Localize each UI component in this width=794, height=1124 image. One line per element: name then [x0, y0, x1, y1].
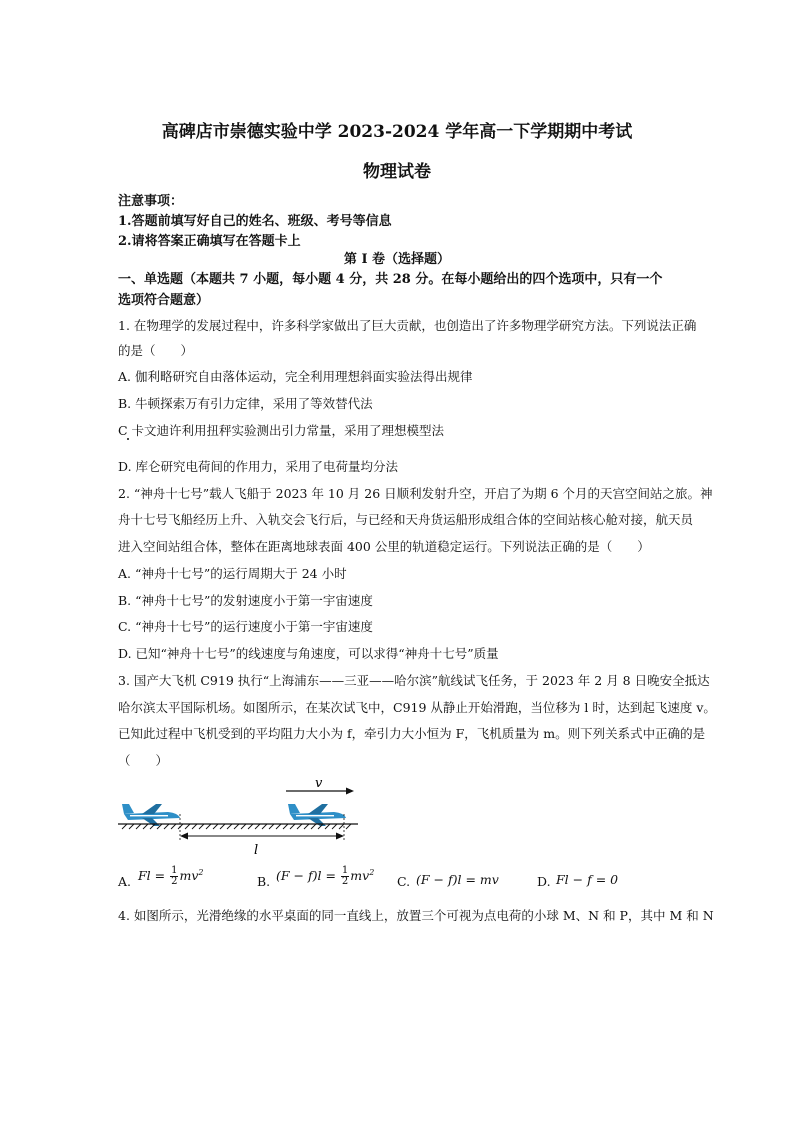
- velocity-label: v: [315, 776, 323, 791]
- q2-option-b: B. “神舟十七号”的发射速度小于第一宇宙速度: [118, 593, 373, 608]
- airplane-icon: [288, 804, 346, 826]
- exam-subtitle: 物理试卷: [363, 162, 431, 182]
- fraction-denominator: 2: [341, 876, 349, 887]
- q1-option-b: B. 牛顿探索万有引力定律，采用了等效替代法: [118, 396, 373, 411]
- q1-option-a: A. 伽利略研究自由落体运动，完全利用理想斜面实验法得出规律: [118, 369, 473, 384]
- q2-option-a: A. “神舟十七号”的运行周期大于 24 小时: [118, 566, 347, 581]
- q3-option-d-label: D.: [537, 874, 551, 889]
- fraction: [341, 866, 349, 887]
- q3-option-a-label: A.: [118, 874, 132, 889]
- q3-option-a-formula: [138, 866, 204, 887]
- volume-heading: 第 I 卷（选择题）: [343, 252, 451, 267]
- fraction-numerator: 1: [341, 865, 349, 876]
- q1-stem-line2: 的是（ ）: [118, 343, 194, 358]
- exam-title: 高碑店市崇德实验中学 2023-2024 学年高一下学期期中考试: [161, 122, 633, 142]
- fraction-denominator: 2: [171, 876, 178, 887]
- q3-option-b-label: B.: [257, 874, 271, 889]
- notice-heading: 注意事项：: [118, 194, 184, 209]
- q3-stem-line3: 已知此过程中飞机受到的平均阻力大小为 f，牵引力大小恒为 F，飞机质量为 m。则下列关系式中正确的是: [118, 726, 706, 741]
- exponent: 2: [369, 867, 375, 877]
- airplane-icon: [122, 804, 180, 826]
- part-heading-line1: 一、单选题（本题共 7 小题，每小题 4 分，共 28 分。在每小题给出的四个选项中，只有一个: [118, 272, 663, 287]
- formula-lhs: (F − f)l =: [276, 868, 336, 883]
- punctuation-dot: [127, 438, 129, 440]
- formula-lhs: Fl =: [138, 868, 166, 883]
- q3-stem-line4: （ ）: [118, 753, 169, 768]
- q2-option-c: C. “神舟十七号”的运行速度小于第一宇宙速度: [118, 619, 373, 634]
- q2-option-d: D. 已知“神舟十七号”的线速度与角速度，可以求得“神舟十七号”质量: [118, 646, 499, 661]
- q1-option-d: D. 库仑研究电荷间的作用力，采用了电荷量均分法: [118, 459, 399, 474]
- q2-stem-line2: 舟十七号飞船经历上升、入轨交会飞行后，与已经和天舟货运船形成组合体的空间站核心舱对接，航天员: [118, 512, 694, 527]
- q1-option-c: C 卡文迪许利用扭秤实验测出引力常量，采用了理想模型法: [118, 423, 445, 438]
- part-heading-line2: 选项符合题意）: [118, 293, 210, 308]
- q3-option-b-formula: [276, 866, 374, 887]
- q3-option-d-formula: Fl − f = 0: [556, 872, 619, 887]
- fraction-numerator: 1: [171, 865, 178, 876]
- notice-item-2: 2.请将答案正确填写在答题卡上: [118, 234, 301, 249]
- q3-stem-line2: 哈尔滨太平国际机场。如图所示，在某次试飞中，C919 从静止开始滑跑，当位移为 l 时，达到起飞速度 v。: [118, 700, 716, 715]
- formula-rhs: mv: [179, 868, 199, 883]
- q3-option-c-label: C.: [397, 874, 411, 889]
- q4-stem-line1: 4. 如图所示，光滑绝缘的水平桌面的同一直线上，放置三个可视为点电荷的小球 M、N 和 P，其中 M 和 N: [118, 908, 714, 923]
- q3-option-c-formula: (F − f)l = mv: [416, 872, 499, 887]
- fraction: [170, 866, 178, 887]
- q3-stem-line1: 3. 国产大飞机 C919 执行“上海浦东——三亚——哈尔滨”航线试飞任务，于 2023 年 2 月 8 日晚安全抵达: [118, 673, 710, 688]
- runway-ground: [118, 824, 358, 829]
- q2-stem-line1: 2. “神舟十七号”载人飞船于 2023 年 10 月 26 日顺利发射升空，开启了为期 6 个月的天宫空间站之旅。神: [118, 486, 713, 501]
- notice-item-1: 1.答题前填写好自己的姓名、班级、考号等信息: [118, 214, 392, 229]
- distance-label: l: [254, 843, 259, 858]
- q1-stem-line1: 1. 在物理学的发展过程中，许多科学家做出了巨大贡献，也创造出了许多物理学研究方法。下列说法正确: [118, 318, 697, 333]
- distance-arrow: [180, 833, 344, 840]
- runway-diagram: [118, 772, 358, 862]
- exponent: 2: [198, 867, 204, 877]
- q2-stem-line3: 进入空间站组合体，整体在距离地球表面 400 公里的轨道稳定运行。下列说法正确的是（ ）: [118, 539, 650, 554]
- formula-rhs: mv: [350, 868, 370, 883]
